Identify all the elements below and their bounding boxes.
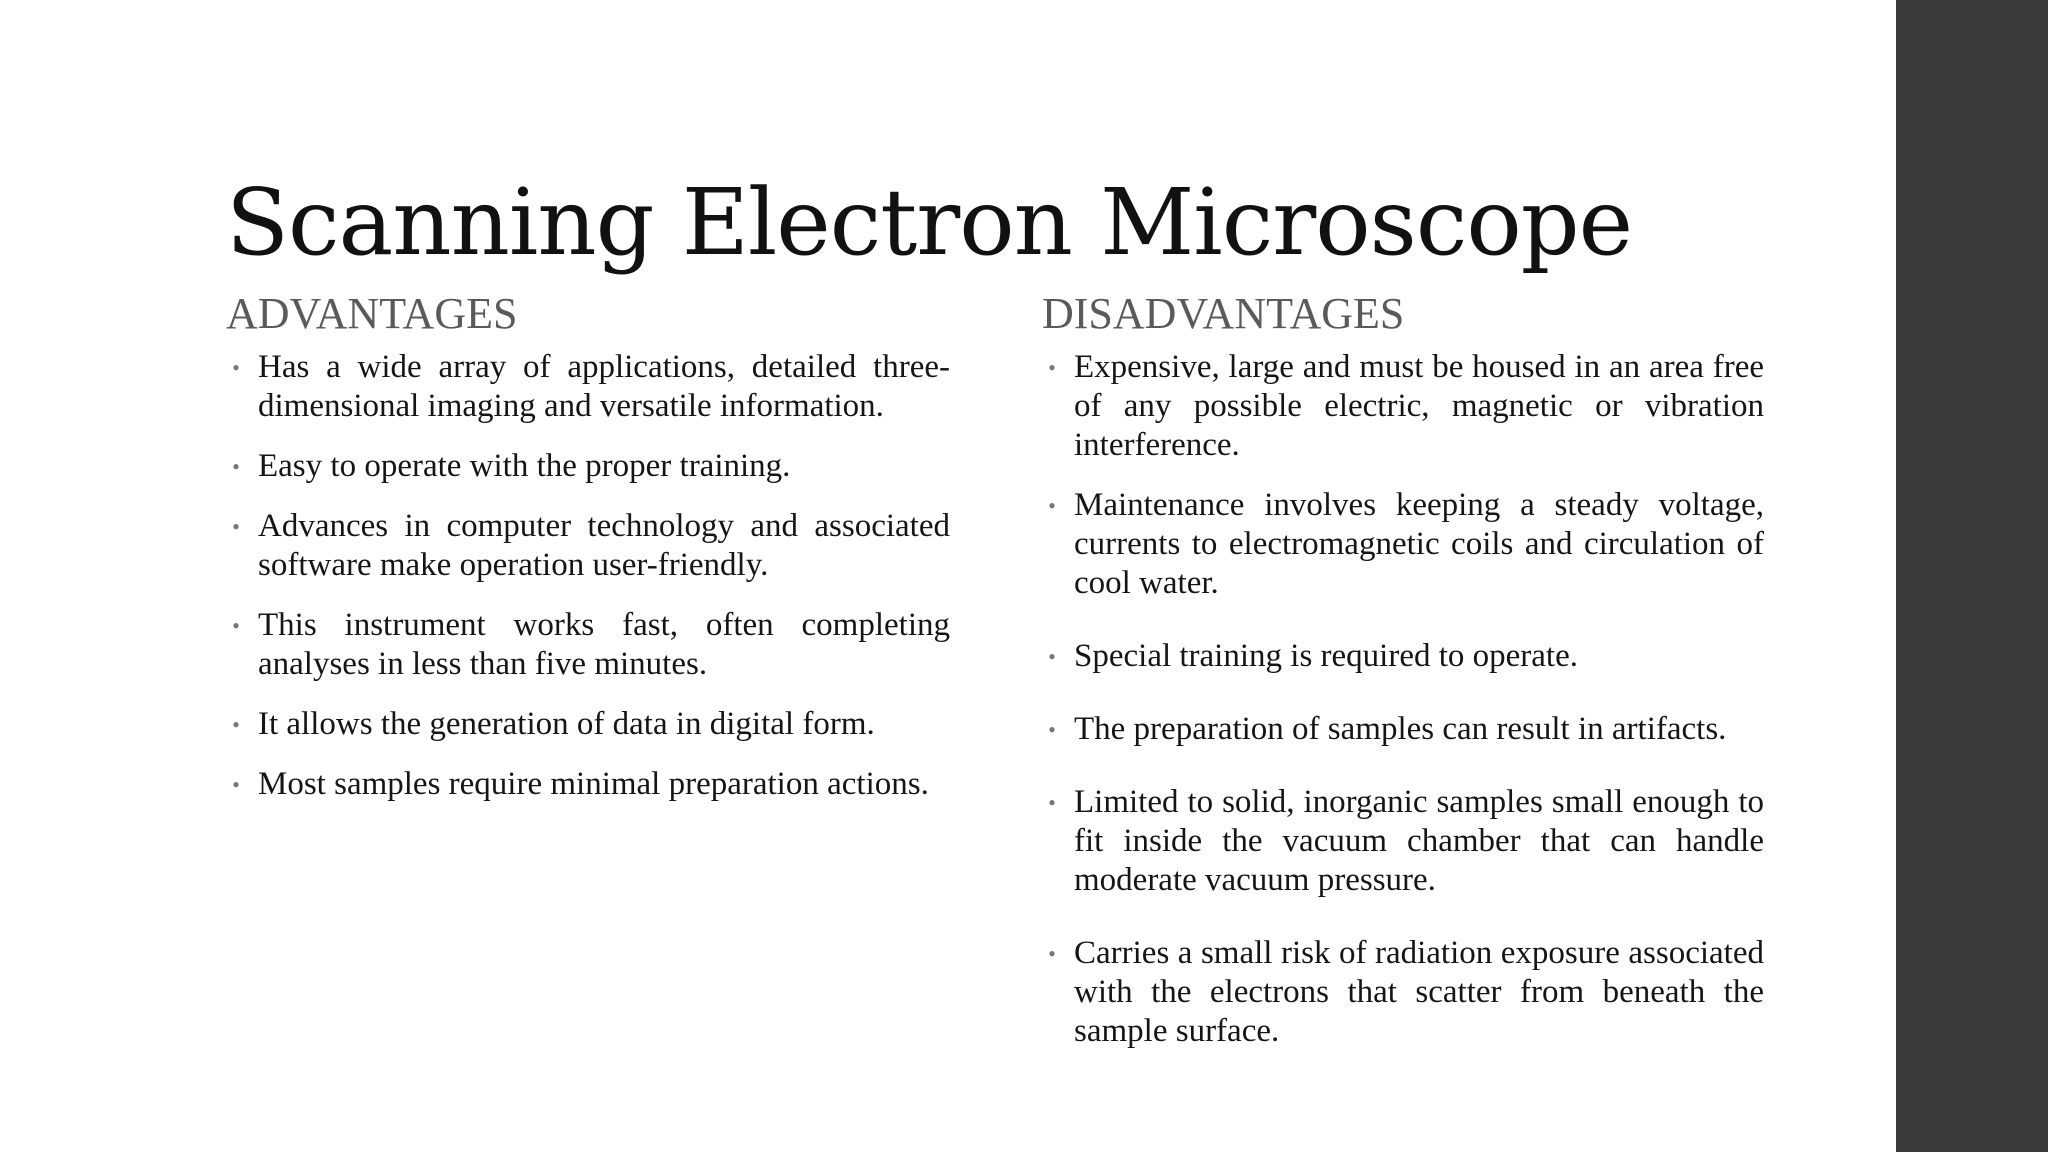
list-item (226, 348, 950, 426)
advantages-column (226, 288, 950, 825)
advantages-heading: ADVANTAGES (226, 289, 518, 338)
list-item (226, 705, 950, 744)
list-item-text: Advances in computer technology and associated software make operation user-friendly. (258, 508, 950, 583)
list-item-text: Easy to operate with the proper training. (258, 448, 791, 484)
list-item (1042, 934, 1764, 1051)
bullet-icon: • (1048, 790, 1056, 815)
disadvantages-heading: DISADVANTAGES (1042, 289, 1405, 338)
list-item-text: Has a wide array of applications, detailed three-dimensional imaging and versatile information. (258, 349, 950, 424)
list-item-text: Special training is required to operate. (1074, 638, 1578, 674)
list-item (1042, 486, 1764, 603)
advantages-list (226, 348, 950, 804)
list-item (1042, 783, 1764, 900)
list-item-text: Limited to solid, inorganic samples small enough to fit inside the vacuum chamber that can handle moderate vacuum pressure. (1074, 784, 1764, 898)
list-item-text: Most samples require minimal preparation actions. (258, 766, 929, 802)
list-item (1042, 348, 1764, 465)
bullet-icon: • (232, 454, 240, 479)
list-item-text: Maintenance involves keeping a steady voltage, currents to electromagnetic coils and circulation of cool water. (1074, 487, 1764, 601)
bullet-icon: • (232, 772, 240, 797)
bullet-icon: • (232, 514, 240, 539)
bullet-icon: • (232, 613, 240, 638)
disadvantages-column (1042, 288, 1764, 1085)
slide-title: Scanning Electron Microscope (226, 169, 1633, 276)
bullet-icon: • (1048, 493, 1056, 518)
list-item (226, 447, 950, 486)
accent-side-bar (1896, 0, 2048, 1152)
bullet-icon: • (1048, 355, 1056, 380)
disadvantages-list (1042, 348, 1764, 1051)
bullet-icon: • (1048, 717, 1056, 742)
list-item-text: Carries a small risk of radiation exposure associated with the electrons that scatter from beneath the sample surface. (1074, 935, 1764, 1049)
list-item-text: Expensive, large and must be housed in an area free of any possible electric, magnetic or vibration interference. (1074, 349, 1764, 463)
list-item (226, 507, 950, 585)
bullet-icon: • (232, 712, 240, 737)
list-item-text: This instrument works fast, often completing analyses in less than five minutes. (258, 607, 950, 682)
list-item (226, 765, 950, 804)
bullet-icon: • (1048, 941, 1056, 966)
bullet-icon: • (1048, 644, 1056, 669)
list-item (1042, 637, 1764, 676)
list-item (226, 606, 950, 684)
bullet-icon: • (232, 355, 240, 380)
list-item (1042, 710, 1764, 749)
list-item-text: It allows the generation of data in digital form. (258, 706, 875, 742)
list-item-text: The preparation of samples can result in artifacts. (1074, 711, 1727, 747)
